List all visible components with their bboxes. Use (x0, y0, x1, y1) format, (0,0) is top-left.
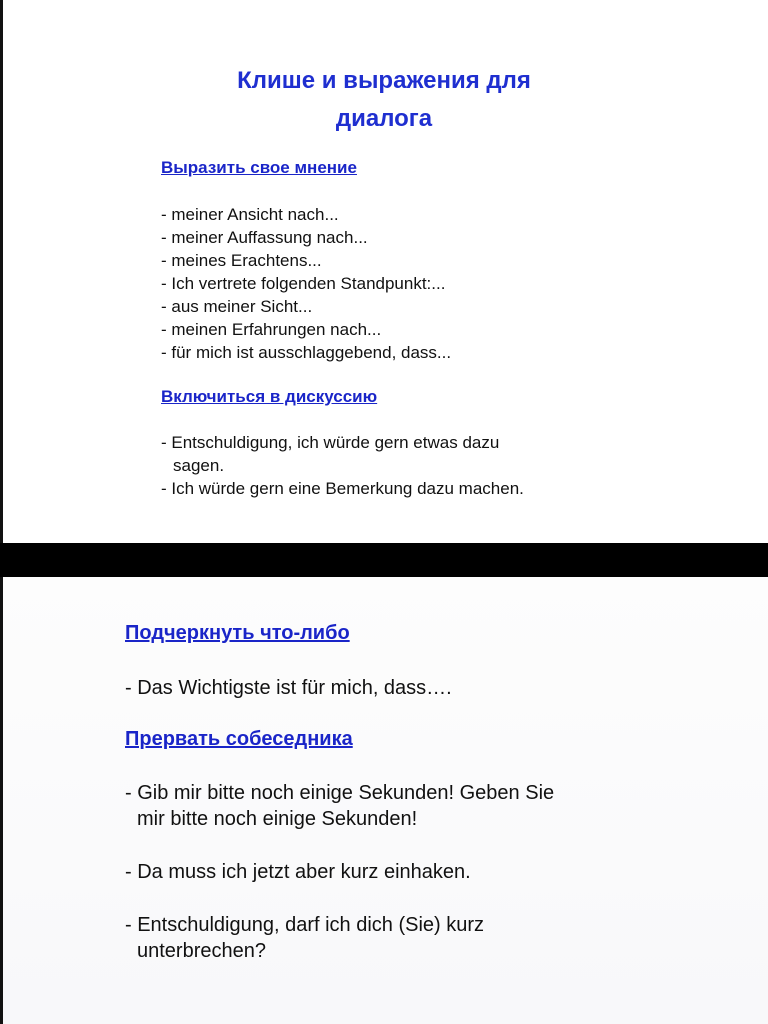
slide-edge (0, 577, 3, 1024)
interrupt-phrase-3-line-1: - Entschuldigung, darf ich dich (Sie) kurz (125, 914, 485, 936)
slide-title (0, 62, 768, 138)
list-item: - aus meiner Sicht... (161, 297, 313, 316)
heading-emphasize: Подчеркнуть что-либо (125, 622, 350, 644)
slide-title-line-2: диалога (335, 105, 433, 132)
interrupt-phrase-1-line-1: - Gib mir bitte noch einige Sekunden! Geben Sie (125, 782, 555, 804)
list-item: - meiner Ansicht nach... (161, 205, 339, 224)
slide-title-line-1: Клише и выражения для (237, 67, 531, 94)
list-item: - meines Erachtens... (161, 251, 322, 270)
list-item: - Entschuldigung, ich würde gern etwas dazu (161, 433, 500, 452)
slide-2 (0, 577, 768, 1024)
interrupt-phrase-1-line-2: mir bitte noch einige Sekunden! (137, 808, 418, 830)
join-phrase-list (161, 431, 524, 500)
interrupt-phrase-3 (125, 912, 484, 964)
list-item: - meiner Auffassung nach... (161, 228, 368, 247)
list-item: - Ich würde gern eine Bemerkung dazu machen. (161, 479, 524, 498)
list-item: - Ich vertrete folgenden Standpunkt:... (161, 274, 446, 293)
emphasize-phrase: - Das Wichtigste ist für mich, dass…. (125, 677, 452, 699)
heading-join-discussion: Включиться в дискуссию (161, 387, 378, 406)
list-item-continuation: sagen. (173, 456, 225, 475)
list-item: - für mich ist ausschlaggebend, dass... (161, 343, 452, 362)
interrupt-phrase-3-line-2: unterbrechen? (137, 940, 266, 962)
opinion-phrase-list (161, 203, 451, 364)
interrupt-phrase-1 (125, 780, 554, 832)
heading-express-opinion: Выразить свое мнение (161, 158, 357, 177)
list-item: - meinen Erfahrungen nach... (161, 320, 382, 339)
heading-interrupt: Прервать собеседника (125, 728, 353, 750)
interrupt-phrase-2: - Da muss ich jetzt aber kurz einhaken. (125, 861, 471, 883)
